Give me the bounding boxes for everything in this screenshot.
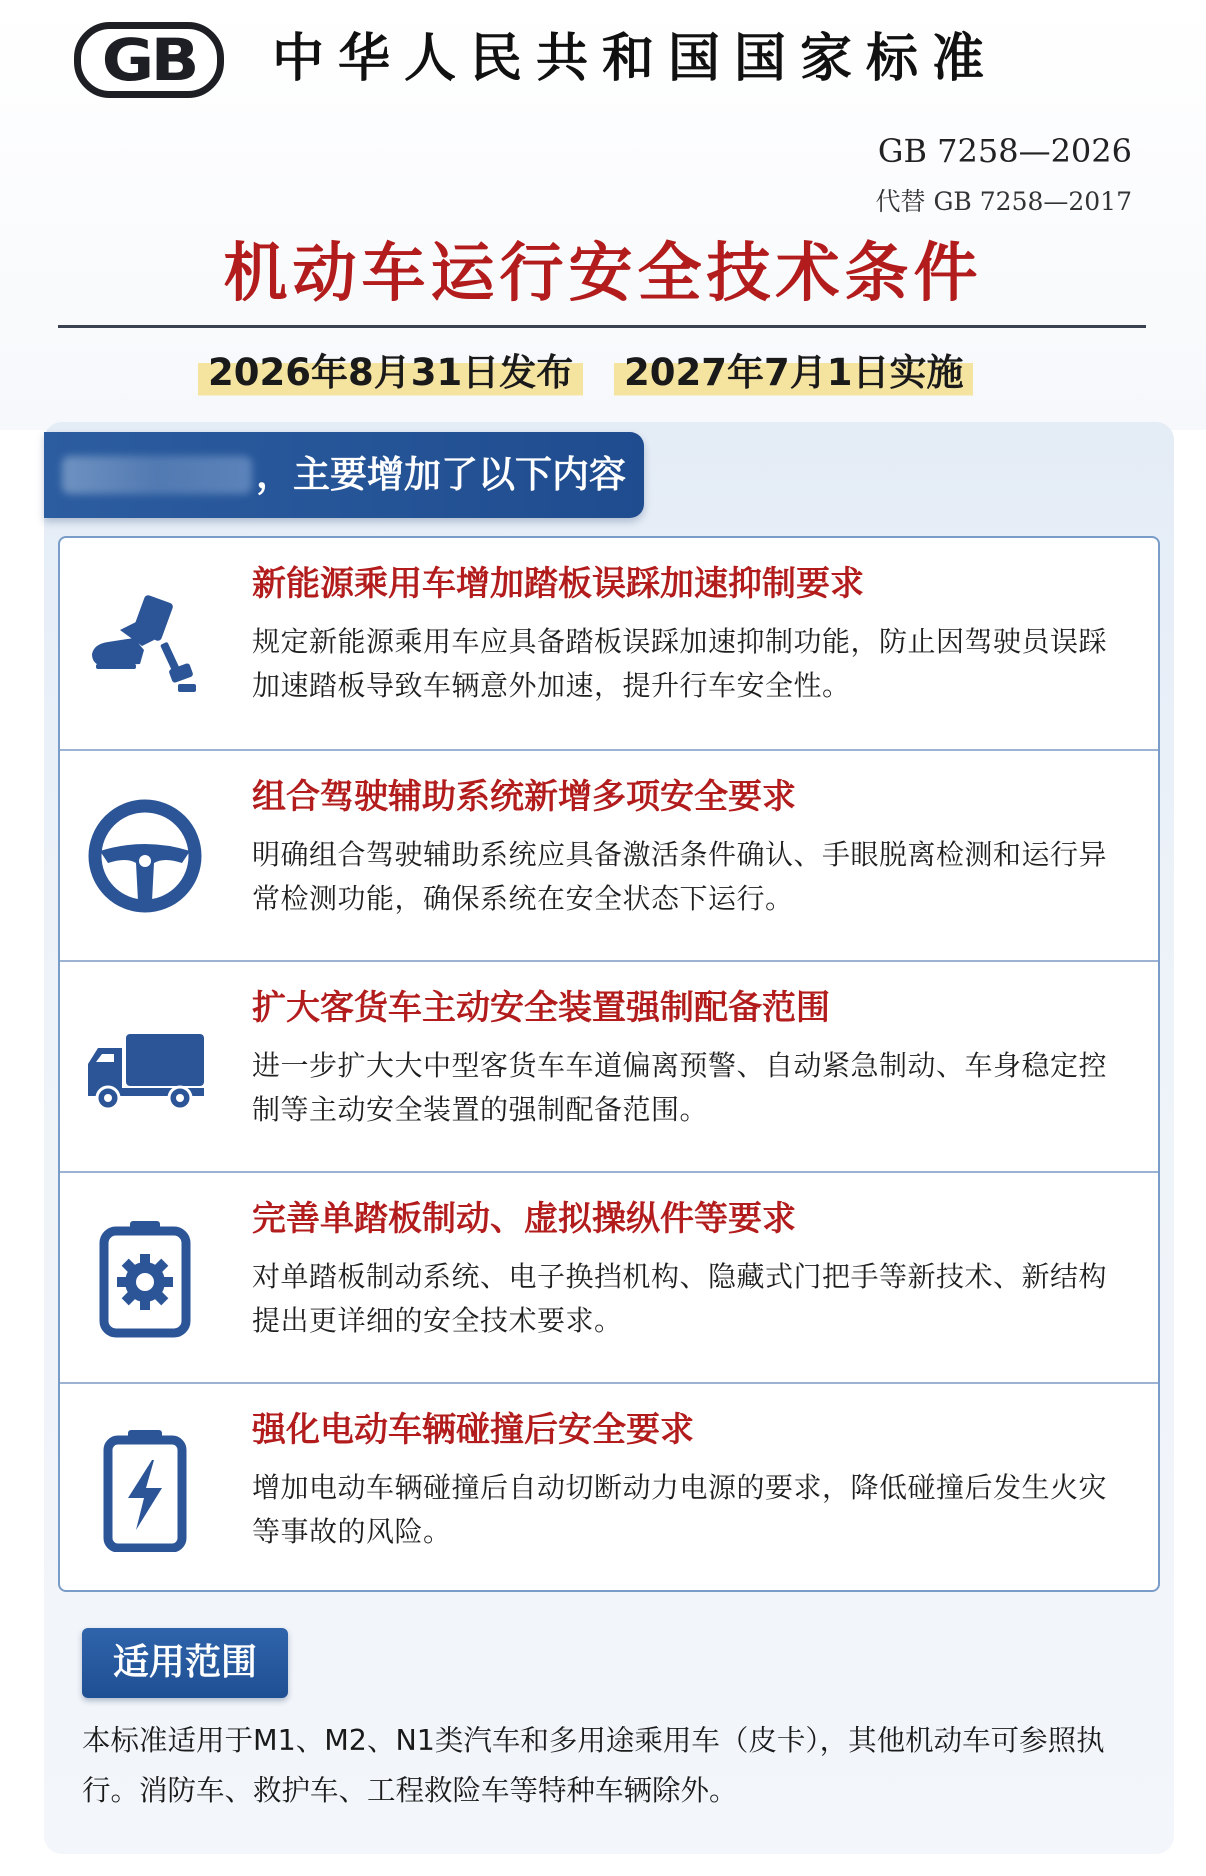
battery-lightning-icon bbox=[82, 1426, 208, 1552]
gb-logo bbox=[74, 22, 224, 98]
gb-logo-text: GB bbox=[101, 26, 197, 94]
list-item bbox=[60, 749, 1158, 960]
list-item bbox=[60, 538, 1158, 749]
item-description: 进一步扩大大中型客货车车道偏离预警、自动紧急制动、车身稳定控制等主动安全装置的强制配备范围。 bbox=[252, 1049, 1108, 1126]
pedal-foot-icon bbox=[82, 580, 208, 706]
section-heading: ，主要增加了以下内容 bbox=[256, 453, 626, 496]
implement-date: 2027年7月1日实施 bbox=[614, 348, 973, 398]
item-description: 规定新能源乘用车应具备踏板误踩加速抑制功能，防止因驾驶员误踩加速踏板导致车辆意外加速，提升行车安全性。 bbox=[252, 625, 1108, 702]
item-title: 扩大客货车主动安全装置强制配备范围 bbox=[252, 988, 830, 1028]
item-description: 明确组合驾驶辅助系统应具备激活条件确认、手眼脱离检测和运行异常检测功能，确保系统在安全状态下运行。 bbox=[252, 838, 1108, 915]
list-item bbox=[60, 960, 1158, 1171]
document-title: 机动车运行安全技术条件 bbox=[223, 237, 983, 311]
item-title: 强化电动车辆碰撞后安全要求 bbox=[252, 1410, 694, 1450]
gear-device-icon bbox=[82, 1215, 208, 1341]
section-heading-tab bbox=[44, 432, 644, 518]
replaces-note: 代替 GB 7258—2017 bbox=[875, 187, 1132, 216]
item-description: 对单踏板制动系统、电子换挡机构、隐藏式门把手等新技术、新结构提出更详细的安全技术要求。 bbox=[252, 1260, 1108, 1337]
standard-number: GB 7258—2026 bbox=[877, 132, 1132, 170]
truck-icon bbox=[82, 1004, 208, 1130]
steering-wheel-icon bbox=[82, 793, 208, 919]
title-divider bbox=[58, 325, 1146, 328]
item-description: 增加电动车辆碰撞后自动切断动力电源的要求，降低碰撞后发生火灾等事故的风险。 bbox=[252, 1471, 1108, 1548]
release-date: 2026年8月31日发布 bbox=[198, 348, 583, 398]
changes-list bbox=[58, 536, 1160, 1592]
list-item bbox=[60, 1171, 1158, 1382]
scope-text: 本标准适用于M1、M2、N1类汽车和多用途乘用车（皮卡），其他机动车可参照执行。消防车、救护车、工程救险车等特种车辆除外。 bbox=[82, 1724, 1105, 1807]
item-title: 组合驾驶辅助系统新增多项安全要求 bbox=[252, 777, 796, 817]
list-item bbox=[60, 1382, 1158, 1592]
standard-type: 中华人民共和国国家标准 bbox=[272, 28, 999, 89]
item-title: 新能源乘用车增加踏板误踩加速抑制要求 bbox=[252, 564, 864, 604]
item-title: 完善单踏板制动、虚拟操纵件等要求 bbox=[252, 1199, 796, 1239]
scope-heading: 适用范围 bbox=[82, 1628, 288, 1698]
blurred-text-region bbox=[62, 456, 252, 494]
